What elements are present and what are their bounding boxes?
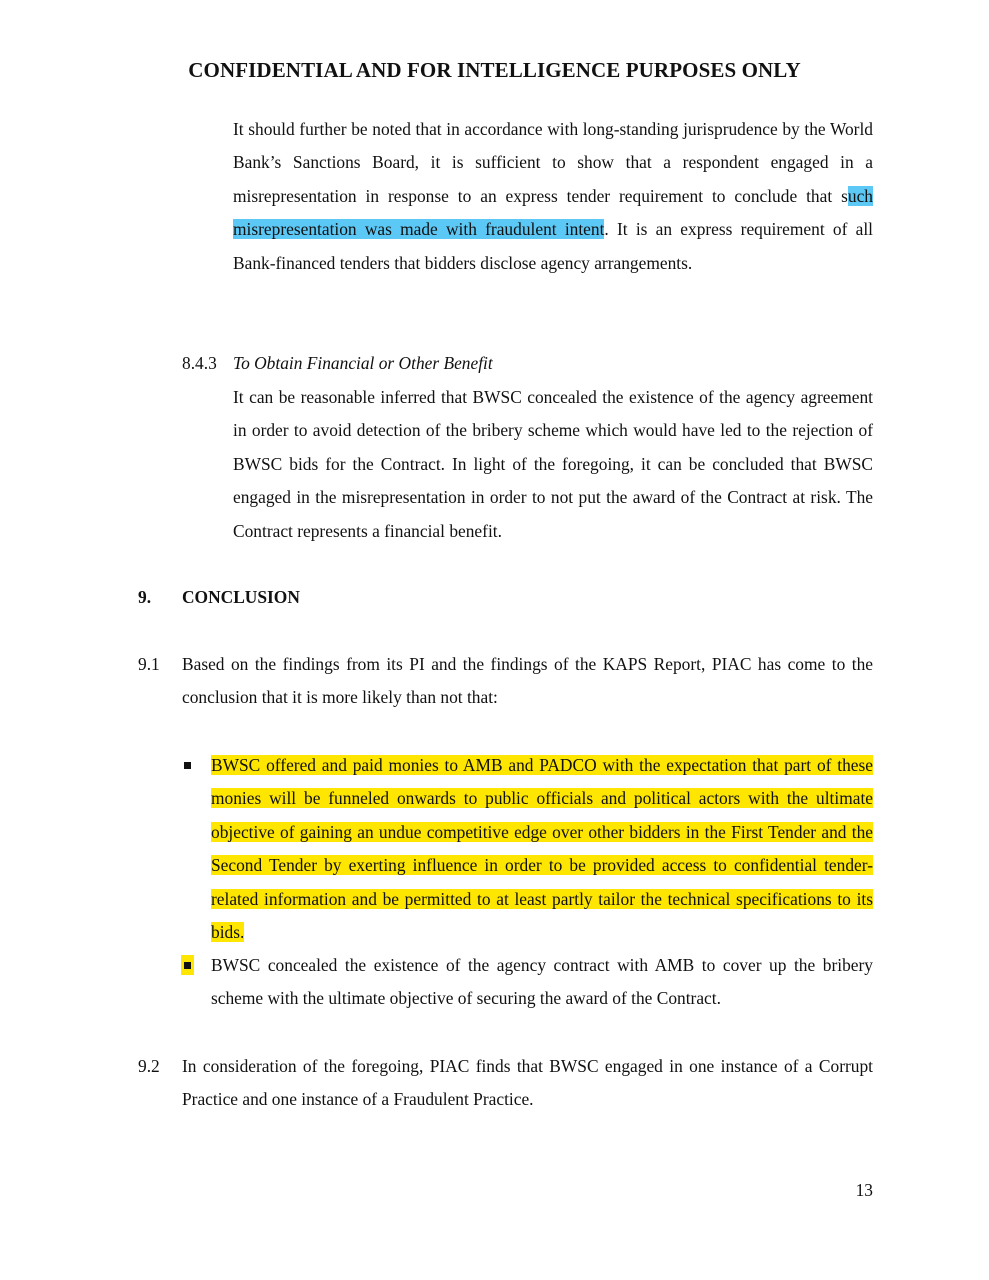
section-title-conclusion: CONCLUSION	[182, 587, 300, 607]
section-title-8-4-3: To Obtain Financial or Other Benefit	[233, 353, 493, 373]
paragraph-number-9-1: 9.1	[138, 654, 160, 674]
paragraph-number-9-2: 9.2	[138, 1056, 160, 1076]
bullet-marker-1	[184, 762, 191, 769]
section-number-9: 9.	[138, 587, 152, 607]
section-number-8-4-3: 8.4.3	[182, 353, 217, 373]
paragraph-9-1: Based on the findings from its PI and the findings of the KAPS Report, PIAC has come to the conclusion that it is more likely than not that:	[182, 654, 873, 708]
bullet-marker-2	[184, 962, 191, 969]
paragraph-fraudulent-intent	[233, 113, 873, 280]
bullet-item-1	[211, 749, 873, 949]
paragraph-text-before: It should further be noted that in accordance with long-standing jurisprudence by the World Bank’s Sanctions Board, it is sufficient to show that a respondent engaged in a misrepresentation in response to an express tender requirement to conclude that s	[233, 119, 873, 206]
highlighted-text-blue: uch misrepresentation was made with fraudulent intent	[233, 185, 873, 240]
page-number: 13	[855, 1180, 873, 1200]
paragraph-financial-benefit: It can be reasonable inferred that BWSC concealed the existence of the agency agreement in order to avoid detection of the bribery scheme which would have led to the rejection of BWSC bids for the Contract. In light of the foregoing, it can be concluded that BWSC engaged in the misrepresentation in order to not put the award of the Contract at risk. The Contract represents a financial benefit.	[233, 387, 873, 541]
confidential-header: CONFIDENTIAL AND FOR INTELLIGENCE PURPOSES ONLY	[188, 58, 801, 82]
paragraph-9-2: In consideration of the foregoing, PIAC finds that BWSC engaged in one instance of a Corrupt Practice and one instance of a Fraudulent Practice.	[182, 1056, 873, 1110]
bullet-item-2: BWSC concealed the existence of the agency contract with AMB to cover up the bribery scheme with the ultimate objective of securing the award of the Contract.	[211, 955, 873, 1009]
paragraph-text-after: . It is an express requirement of all Bank-financed tenders that bidders disclose agency arrangements.	[233, 219, 873, 273]
highlighted-text-yellow: BWSC offered and paid monies to AMB and PADCO with the expectation that part of these monies will be funneled onwards to public officials and political actors with the ultimate objective of gaining an undue competitive edge over other bidders in the First Tender and the Second Tender by exerting influence in order to be provided access to confidential tender-related information and be permitted to at least partly tailor the technical specifications to its bids.	[211, 755, 873, 943]
